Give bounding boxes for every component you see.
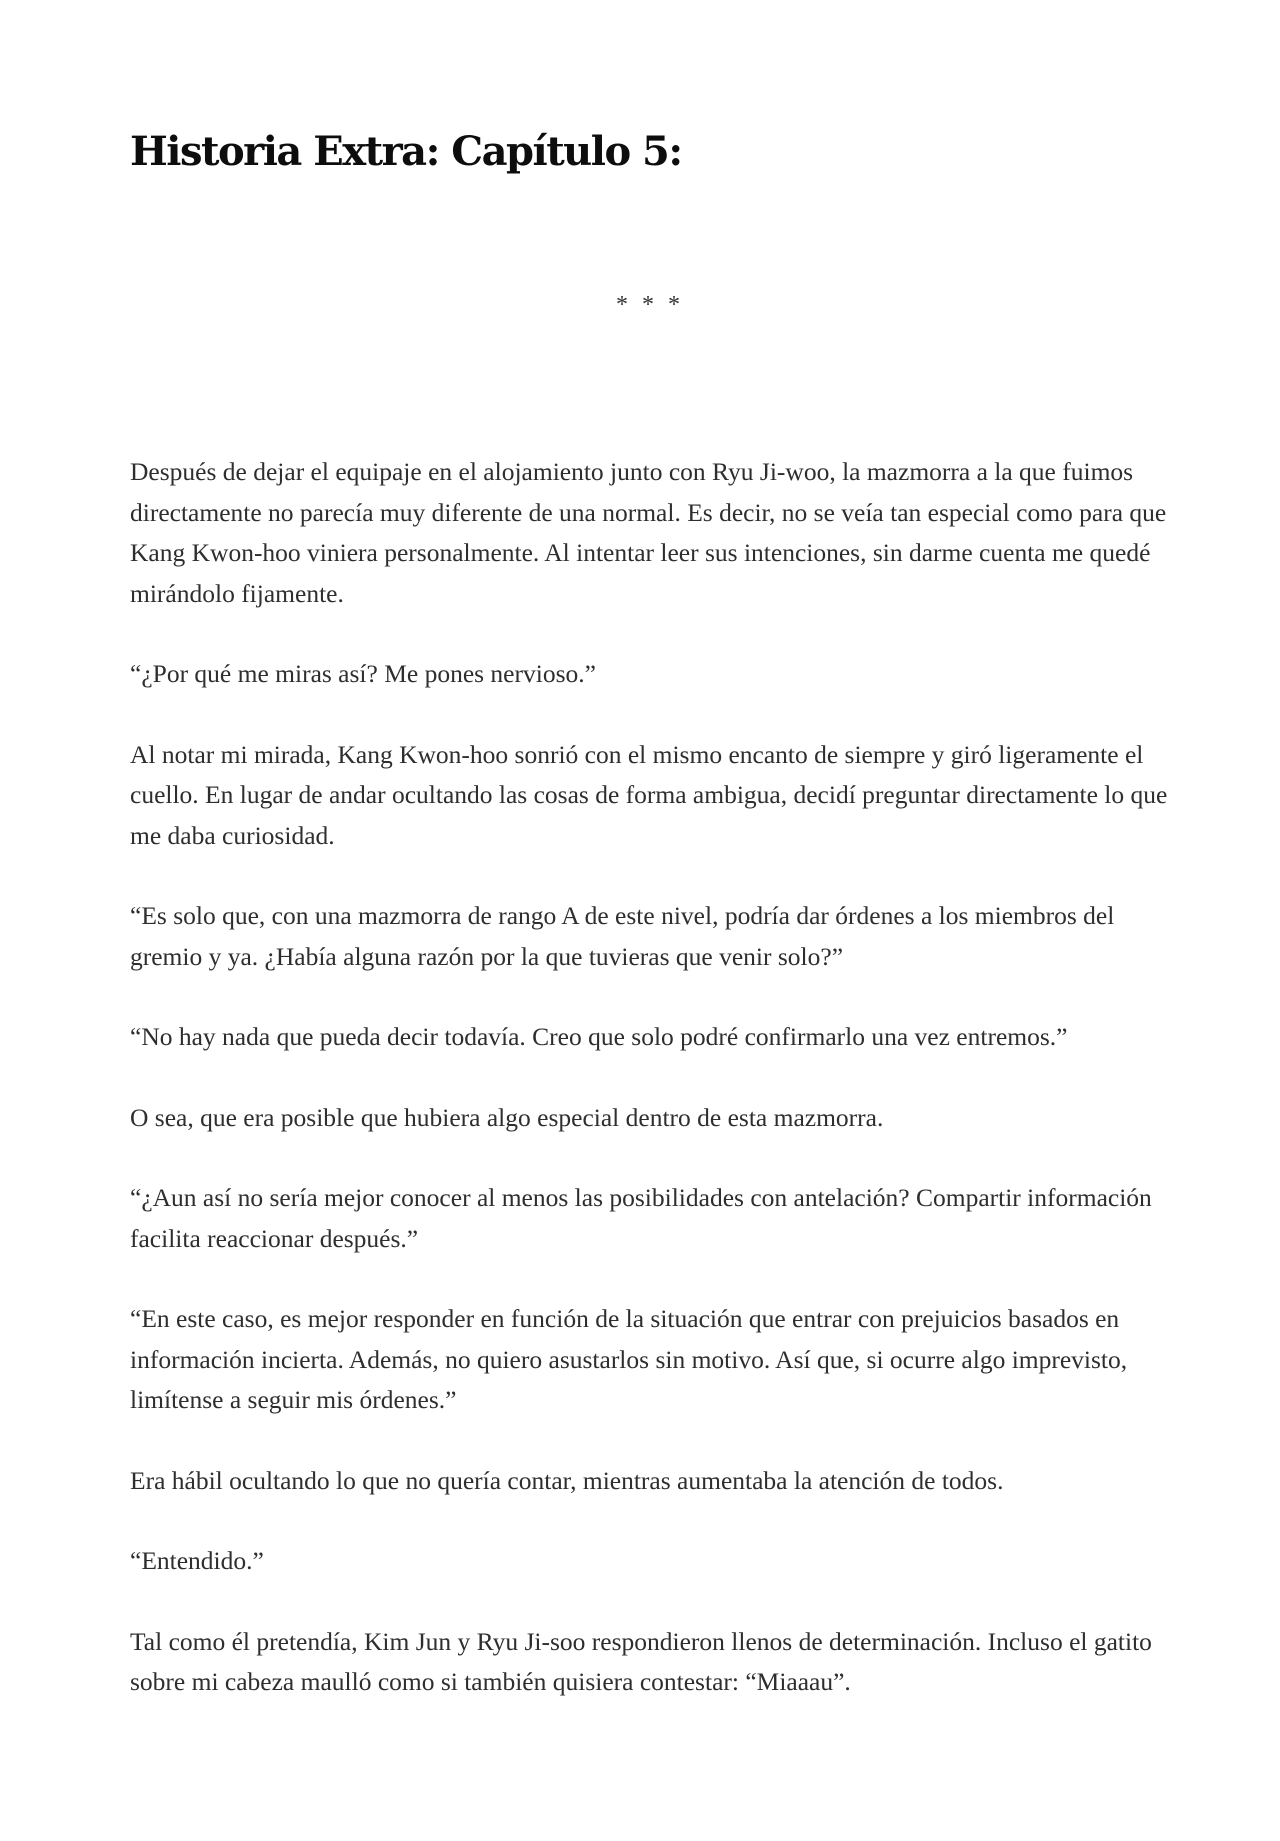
paragraph: Después de dejar el equipaje en el alojamiento junto con Ryu Ji-woo, la mazmorra a la que fuimos directamente no parecía muy diferente de una normal. Es decir, no se veía tan especial como para que Kang Kwon-hoo viniera personalmente. Al intentar leer sus intenciones, sin darme cuenta me quedé mirándolo fijamente.: [130, 457, 1167, 608]
paragraph: “¿Aun así no sería mejor conocer al menos las posibilidades con antelación? Compartir información facilita reaccionar después.”: [130, 1183, 1152, 1253]
paragraph: Al notar mi mirada, Kang Kwon-hoo sonrió con el mismo encanto de siempre y giró ligeramente el cuello. En lugar de andar ocultando las cosas de forma ambigua, decidí preguntar directamente lo que me daba curiosidad.: [130, 739, 1168, 850]
paragraph: “En este caso, es mejor responder en función de la situación que entrar con prejuicios basados en información incierta. Además, no quiero asustarlos sin motivo. Así que, si ocurre algo imprevisto, limítense a seguir mis órdenes.”: [130, 1304, 1128, 1414]
paragraph: Era hábil ocultando lo que no quería contar, mientras aumentaba la atención de todos.: [130, 1465, 1004, 1495]
chapter-title: Historia Extra: Capítulo 5:: [130, 128, 682, 175]
paragraph: “Es solo que, con una mazmorra de rango A de este nivel, podría dar órdenes a los miembros del gremio y ya. ¿Había alguna razón por la que tuvieras que venir solo?”: [130, 901, 1115, 971]
paragraph: “No hay nada que pueda decir todavía. Creo que solo podré confirmarlo una vez entremos.”: [130, 1022, 1068, 1051]
chapter-body: [130, 452, 1170, 1743]
scene-break: * * *: [616, 292, 684, 318]
paragraph: Tal como él pretendía, Kim Jun y Ryu Ji-soo respondieron llenos de determinación. Incluso el gatito sobre mi cabeza maulló como si también quisiera contestar: “Miaaau”.: [130, 1626, 1152, 1696]
paragraph: “Entendido.”: [130, 1546, 264, 1575]
paragraph: “¿Por qué me miras así? Me pones nervioso.”: [130, 659, 596, 688]
paragraph: O sea, que era posible que hubiera algo especial dentro de esta mazmorra.: [130, 1102, 884, 1132]
